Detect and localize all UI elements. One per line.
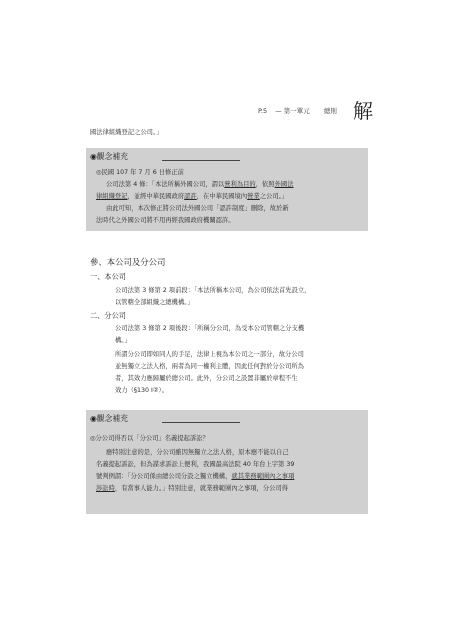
sub2-line-1: 公司法第 3 條第 2 項後段：「所稱分公司，為受本公司管轄之分支機: [115, 325, 305, 332]
header-big-char: 解: [353, 99, 373, 123]
sub2-line-2: 構。」: [115, 337, 131, 344]
box1-item: ◎民國 107 年 7 月 6 日修正前: [96, 169, 184, 176]
box2-item: ◎分公司得否以「分公司」名義提起訴訟？: [90, 435, 209, 442]
box2-body: [86, 426, 368, 514]
sub2-line-6: 效力（§130 Ⅰ②）。: [115, 387, 169, 394]
running-header: [258, 106, 337, 115]
box2-line-3: 號判例謂：「分公司係由總公司分設之獨立機構，就其業務範圍內之事項: [96, 473, 295, 480]
sub2-line-5: 者，其效力應歸屬於總公司。此外，分公司之設置非屬於章程不生: [115, 375, 298, 382]
sub1-line-1: 公司法第 3 條第 2 項前段：「本法所稱本公司，為公司依法首先設立，: [115, 287, 311, 294]
box1-line-4: 法時代之外國公司將不用再經我國政府機關認許。: [96, 217, 235, 224]
box2-line-1: 應特別注意的是，分公司雖因無獨立之法人格，原本應不能以自己: [106, 449, 289, 456]
section-title: 參、本公司及分公司: [90, 257, 166, 267]
box1-title-rule: [162, 160, 240, 161]
box2-line-4: 涉訟時，有當事人能力。」特別注意，就業務範圍內之事項，分公司得: [96, 485, 289, 492]
box1-title: ◉觀念補充: [90, 152, 128, 161]
box1-line-3: 由此可知，本次修正將公司法外國公司「認許制度」刪除，故於新: [106, 205, 289, 212]
sub2-line-4: 並無獨立之法人格，兩者為同一權利主體，因此任何對於分公司所為: [115, 363, 304, 370]
box1-title-bar: [86, 148, 368, 165]
chapter-label: 第一單元: [283, 107, 310, 115]
page-number: P.5: [258, 107, 268, 115]
header-dash: —: [275, 107, 282, 115]
intro-line: 國法律組織登記之公司。」: [90, 129, 163, 136]
box2-title: ◉觀念補充: [90, 414, 128, 423]
box2-line-2: 名義提起訴訟，但為謀求訴訟上便利，我國最高法院 40 年台上字第 39: [96, 461, 295, 468]
box2-title-bar: [86, 410, 368, 426]
sub2-title: 二、分公司: [90, 311, 126, 320]
box1-line-2: 律組織登記，並經中華民國政府認許，在中華民國境內營業之公司。」: [96, 193, 289, 200]
section-label: 總則: [323, 107, 337, 115]
box1-body: [86, 165, 368, 231]
sub1-line-2: 以管轄全部組織之總機構。」: [115, 299, 194, 306]
sub1-title: 一、本公司: [90, 272, 126, 281]
box1-line-1: 公司法第 4 條：「本法所稱外國公司，謂以營利為目的，依照外國法: [106, 181, 294, 188]
sub2-line-3: 所謂分公司即如同人的手足，法律上視為本公司之一部分，故分公司: [115, 351, 304, 358]
box2-title-rule: [162, 422, 240, 423]
